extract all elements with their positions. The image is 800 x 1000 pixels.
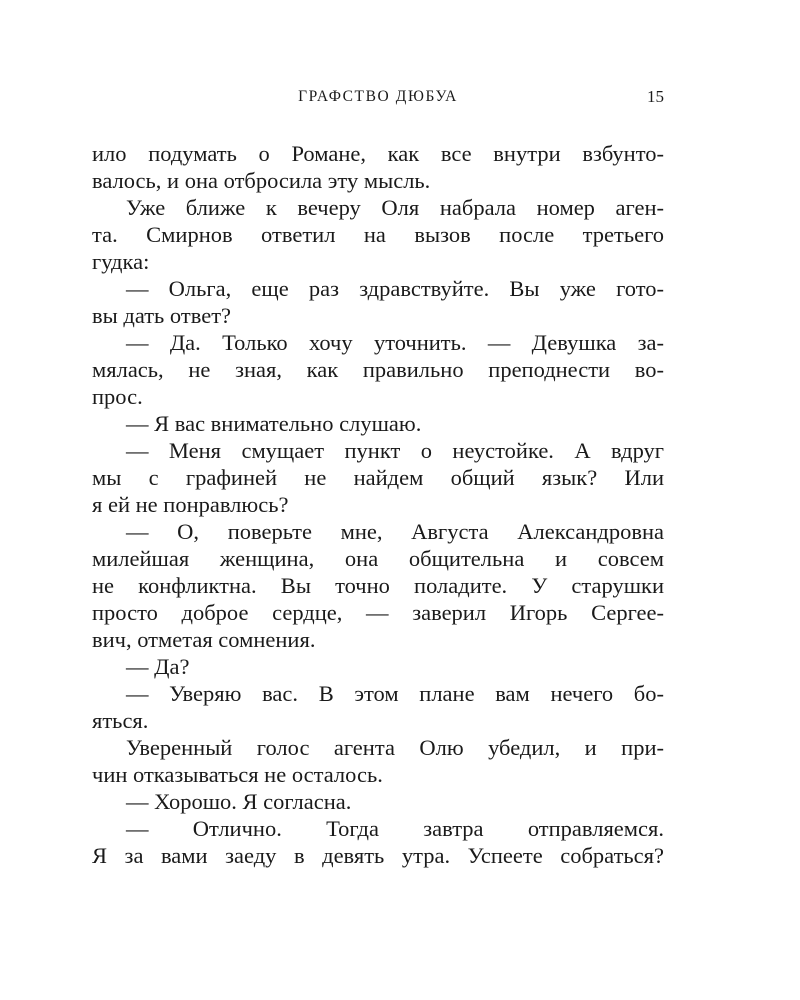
- text-line: Уже ближе к вечеру Оля набрала номер аген-: [126, 195, 664, 220]
- text-line: мы с графиней не найдем общий язык? Или: [92, 465, 664, 490]
- text-line: — Хорошо. Я согласна.: [126, 789, 352, 814]
- text-line: — Ольга, еще раз здравствуйте. Вы уже гото-: [126, 276, 664, 301]
- text-line: — Уверяю вас. В этом плане вам нечего бо-: [126, 681, 664, 706]
- text-line: — Да. Только хочу уточнить. — Девушка за-: [126, 330, 664, 355]
- text-line: милейшая женщина, она общительна и совсем: [92, 546, 664, 571]
- text-line: мялась, не зная, как правильно преподнести во-: [92, 357, 664, 382]
- running-title: ГРАФСТВО ДЮБУА: [298, 88, 458, 105]
- text-line: валось, и она отбросила эту мысль.: [92, 168, 431, 193]
- text-line: та. Смирнов ответил на вызов после третьего: [92, 222, 664, 247]
- text-line: прос.: [92, 384, 143, 409]
- text-line: — О, поверьте мне, Августа Александровна: [126, 519, 664, 544]
- text-line: — Да?: [126, 654, 190, 679]
- text-line: я ей не понравлюсь?: [92, 492, 289, 517]
- text-line: чин отказываться не осталось.: [92, 762, 383, 787]
- text-line: Уверенный голос агента Олю убедил, и при-: [126, 735, 664, 760]
- text-line: — Я вас внимательно слушаю.: [126, 411, 422, 436]
- page-number: 15: [647, 87, 664, 106]
- text-line: гудка:: [92, 249, 150, 274]
- text-line: не конфликтна. Вы точно поладите. У старушки: [92, 573, 664, 598]
- text-line: — Меня смущает пункт о неустойке. А вдруг: [126, 438, 664, 463]
- text-line: ило подумать о Романе, как все внутри взбунто-: [92, 141, 664, 166]
- text-line: яться.: [92, 708, 149, 733]
- text-line: вы дать ответ?: [92, 303, 232, 328]
- text-line: вич, отметая сомнения.: [92, 627, 316, 652]
- book-page: [92, 86, 664, 946]
- text-line: Я за вами заеду в девять утра. Успеете собраться?: [92, 843, 664, 868]
- text-line: — Отлично. Тогда завтра отправляемся.: [126, 816, 664, 841]
- body-text: [92, 140, 664, 869]
- running-head: [92, 86, 664, 116]
- text-line: просто доброе сердце, — заверил Игорь Сергее-: [92, 600, 664, 625]
